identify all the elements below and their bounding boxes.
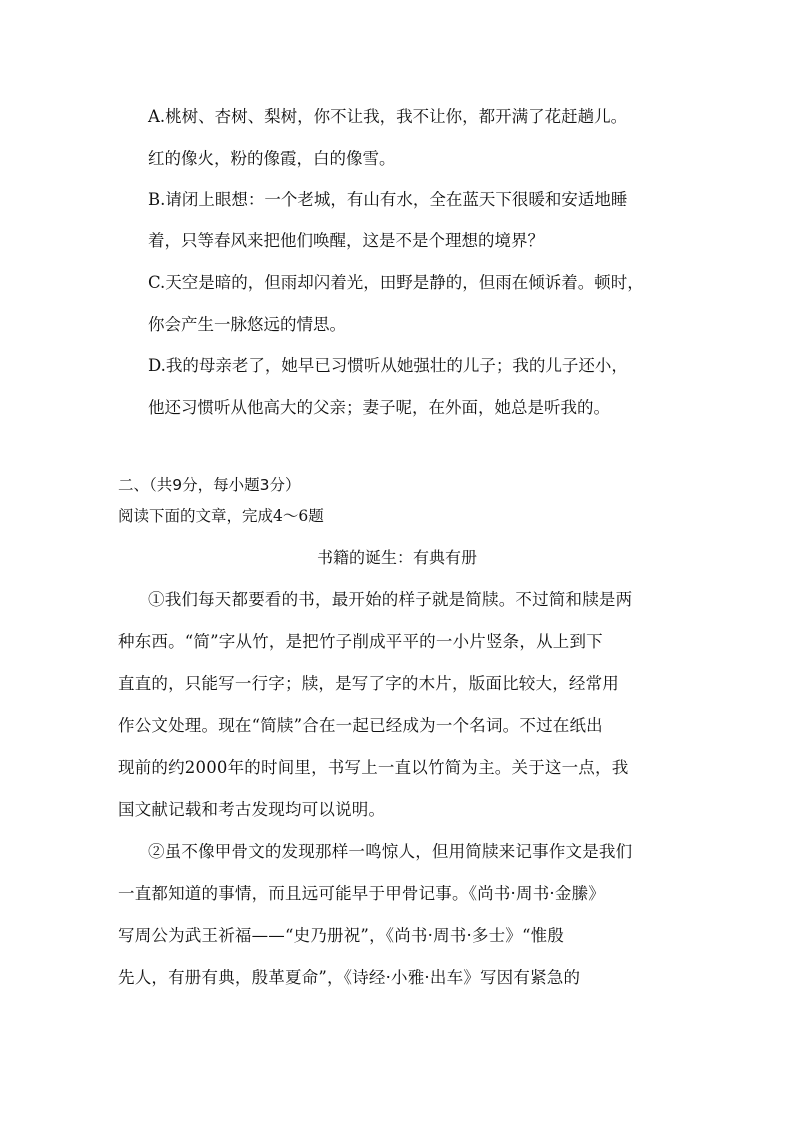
section-instruction: 阅读下面的文章，完成4～6题 [118, 507, 324, 525]
option-a-line-1: A.桃树、杏树、梨树，你不让我，我不让你，都开满了花赶趟儿。 [148, 107, 628, 126]
article-title: 书籍的诞生：有典有册 [316, 548, 477, 567]
option-d-line-2: 他还习惯听从他高大的父亲；妻子呢，在外面，她总是听我的。 [148, 398, 610, 417]
paragraph-1-line-2: 种东西。“简”字从竹，是把竹子削成平平的一小片竖条，从上到下 [118, 632, 603, 651]
paragraph-2-line-1: ②虽不像甲骨文的发现那样一鸣惊人，但用简牍来记事作文是我们 [148, 842, 633, 861]
option-b-line-2: 着，只等春风来把他们唤醒，这是不是个理想的境界？ [148, 231, 544, 250]
option-a-line-2: 红的像火，粉的像霞，白的像雪。 [148, 149, 396, 168]
paragraph-1-line-4: 作公文处理。现在“简牍”合在一起已经成为一个名词。不过在纸出 [118, 716, 603, 735]
option-c-line-2: 你会产生一脉悠远的情思。 [148, 315, 346, 334]
paragraph-2-line-4: 先人，有册有典，殷革夏命”，《诗经·小雅·出车》写因有紧急的 [118, 968, 581, 987]
paragraph-1-line-3: 直直的，只能写一行字；牍，是写了字的木片，版面比较大，经常用 [118, 674, 619, 693]
paragraph-2-line-3: 写周公为武王祈福——“史乃册祝”，《尚书·周书·多士》“惟殷 [118, 926, 565, 945]
section-heading: 二、（共9分，每小题3分） [118, 476, 301, 494]
paragraph-1-line-1: ①我们每天都要看的书，最开始的样子就是简牍。不过简和牍是两 [148, 590, 633, 609]
option-d-line-1: D.我的母亲老了，她早已习惯听从她强壮的儿子；我的儿子还小， [148, 356, 628, 375]
option-c-line-1: C.天空是暗的，但雨却闪着光，田野是静的，但雨在倾诉着。顿时， [148, 273, 644, 292]
paragraph-1-line-6: 国文献记载和考古发现均可以说明。 [118, 800, 386, 819]
paragraph-1-line-5: 现前的约2000年的时间里，书写上一直以竹简为主。关于这一点，我 [118, 758, 629, 777]
option-b-line-1: B.请闭上眼想：一个老城，有山有水，全在蓝天下很暖和安适地睡 [148, 190, 628, 209]
paragraph-2-line-2: 一直都知道的事情，而且远可能早于甲骨记事。《尚书·周书·金縢》 [118, 884, 605, 903]
